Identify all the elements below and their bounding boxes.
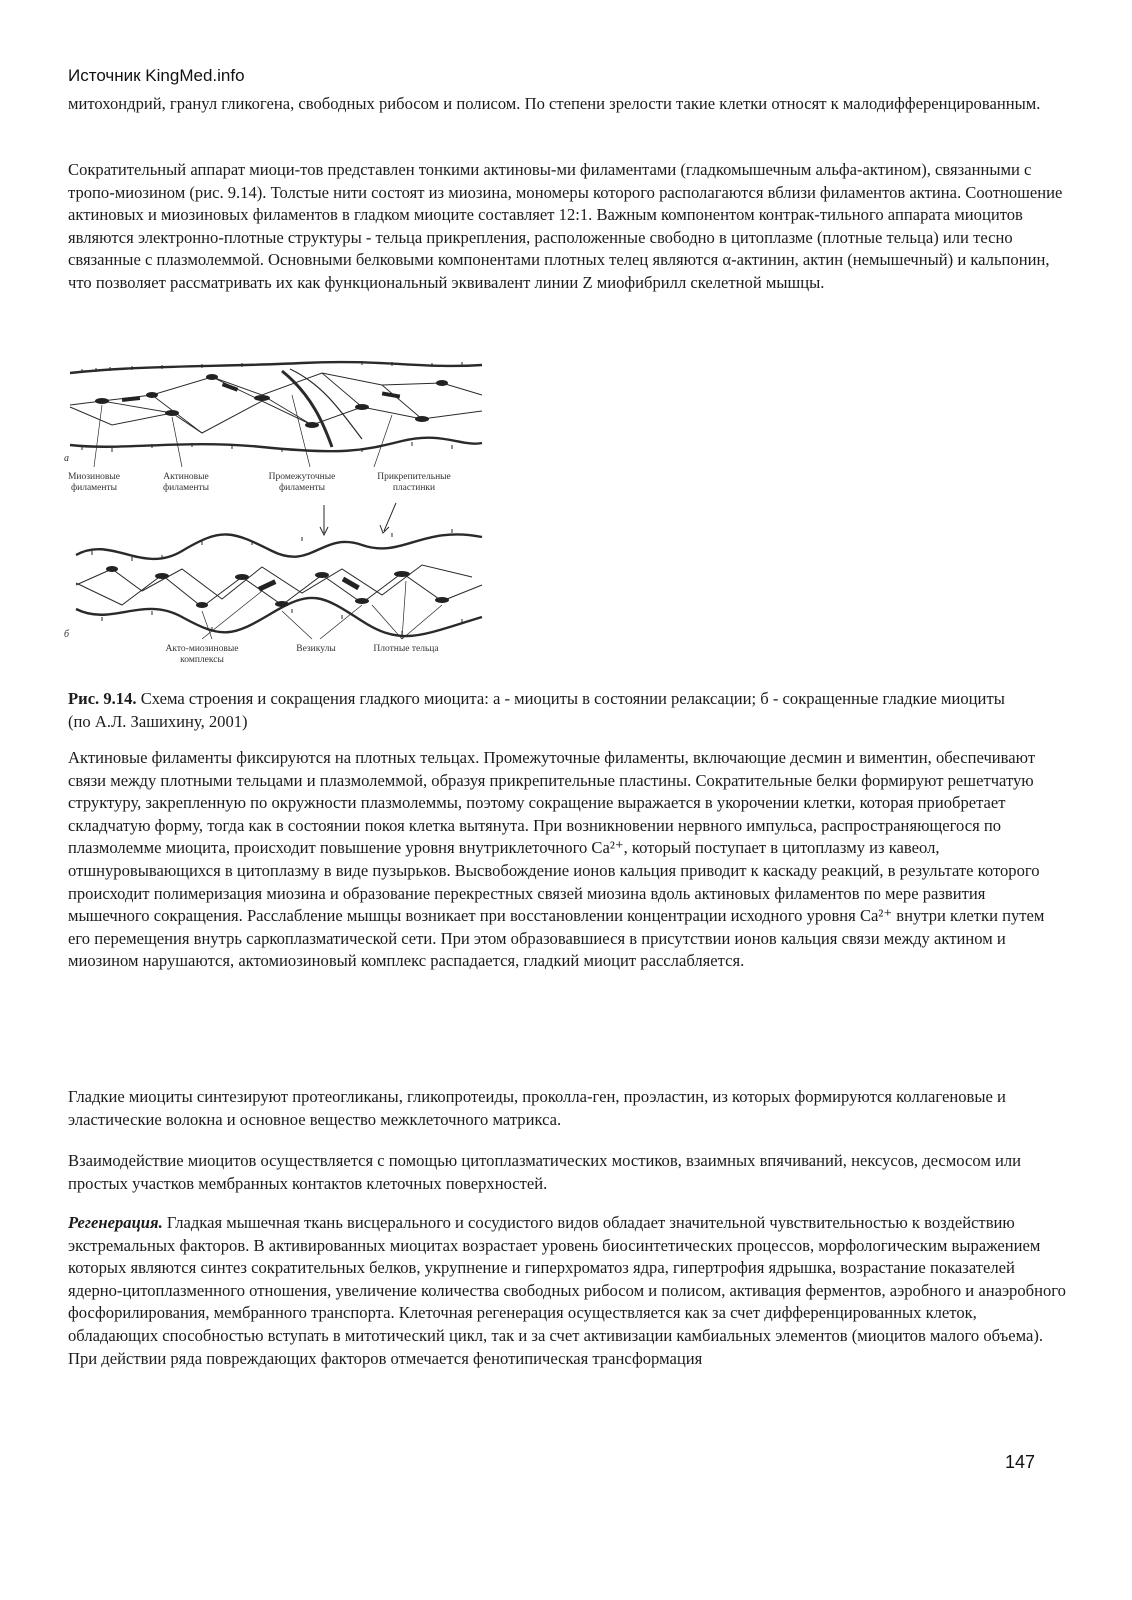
label-myosin-filaments-2: филаменты [70,483,118,493]
panel-b-letter: б [64,629,70,640]
caption-text: Схема строения и сокращения гладкого миоцита: а - миоциты в состоянии релаксации; б - сокращенные гладкие миоциты (по А.Л. Зашихину, 2001) [68,689,1005,731]
page-number: 147 [1005,1452,1036,1472]
figure-caption [68,688,1028,733]
label-myosin-filaments-1: Миозиновые [67,472,121,482]
paragraph-3: Актиновые филаменты фиксируются на плотных тельцах. Промежуточные филаменты, включающие десмин и виментин, обеспечивают связи между плотными тельцами и плазмолеммой, образуя прикрепительные пластины. Сократительные белки формируют решетчатую структуру, закрепленную по окружности плазмолеммы, поэтому сокращение выражается в укорочении клетки, которая приобретает складчатую форму, тогда как в состоянии покоя клетка вытянута. При возникновении нервного импульса, распространяющегося по плазмолемме миоцита, происходит повышение уровня внутриклеточного Ca²⁺, который поступает в цитоплазму из кавеол, отшнуровывающихся в цитоплазму в виде пузырьков. Высвобождение ионов кальция приводит к каскаду реакций, в результате которого происходит полимеризация миозина и образование перекрестных связей миозина вдоль актиновых филаментов по мере развития мышечного сокращения. Расслабление мышцы возникает при восстановлении концентрации исходного уровня Ca²⁺ внутри клетки путем его перемещения внутрь саркоплазматической сети. При этом образовавшиеся в присутствии ионов кальция связи между актином и миозином нарушаются, актомиозиновый комплекс распадается, гладкий миоцит расслабляется. [68,748,1045,971]
source-header: Источник KingMed.info [68,66,245,85]
panel-a-letter: а [64,453,69,464]
regeneration-heading: Регенерация. [68,1213,163,1232]
myocyte-diagram [62,355,492,681]
caption-label: Рис. 9.14. [68,689,137,708]
paragraph-2: Сократительный аппарат миоци-тов представлен тонкими актиновы-ми филаментами (гладкомышечным альфа-актином), связанными с тропо-миозином (рис. 9.14). Толстые нити состоят из миозина, мономеры которого располагаются вблизи филаментов актина. Соотношение актиновых и миозиновых филаментов в гладком миоците составляет 12:1. Важным компонентом контрак-тильного аппарата миоцитов являются электронно-плотные структуры - тельца прикрепления, расположенные свободно в цитоплазме (плотные тельца) или тесно связанные с плазмолеммой. Основными белковыми компонентами плотных телец являются α-актинин, актин (немышечный) и кальпонин, что позволяет рассматривать их как функциональный эквивалент линии Z миофибрилл скелетной мышцы. [68,160,1063,292]
label-actin-filaments-1: Актиновые [163,472,209,482]
label-intermediate-filaments-1: Промежуточные [268,472,336,482]
label-actomyosin-complexes-2: комплексы [180,655,224,665]
label-dense-bodies: Плотные тельца [373,644,439,654]
paragraph-6 [68,1212,1068,1370]
paragraph-4: Гладкие миоциты синтезируют протеогликаны, гликопротеиды, проколла-ген, проэластин, из которых формируются коллагеновые и эластические волокна и основное вещество межклеточного матрикса. [68,1087,1006,1129]
paragraph-1: митохондрий, гранул гликогена, свободных рибосом и полисом. По степени зрелости такие клетки относят к малодифференцированным. [68,94,1041,113]
paragraph-5: Взаимодействие миоцитов осуществляется с помощью цитоплазматических мостиков, взаимных впячиваний, нексусов, десмосом или простых участков мембранных контактов клеточных поверхностей. [68,1151,1022,1193]
figure-9-14 [62,355,492,681]
label-actomyosin-complexes-1: Акто-миозиновые [165,644,239,654]
label-actin-filaments-2: филаменты [162,483,210,493]
label-attachment-plates-1: Прикрепительные [377,472,451,482]
label-vesicles: Везикулы [296,644,336,654]
label-attachment-plates-2: пластинки [392,483,436,493]
paragraph-6-text: Гладкая мышечная ткань висцерального и сосудистого видов обладает значительной чувствительностью к воздействию экстремальных факторов. В активированных миоцитах возрастает уровень биосинтетических процессов, морфологическим выражением которых являются синтез сократительных белков, укрупнение и гиперхроматоз ядра, гипертрофия ядрышка, возрастание показателей ядерно-цитоплазменного отношения, увеличение количества свободных рибосом и полисом, активация ферментов, аэробного и анаэробного фосфорилирования, мембранного транспорта. Клеточная регенерация осуществляется как за счет дифференцированных клеток, обладающих способностью вступать в митотический цикл, так и за счет активизации камбиальных элементов (миоцитов малого объема). При действии ряда повреждающих факторов отмечается фенотипическая трансформация [68,1213,1066,1368]
label-intermediate-filaments-2: филаменты [278,483,326,493]
